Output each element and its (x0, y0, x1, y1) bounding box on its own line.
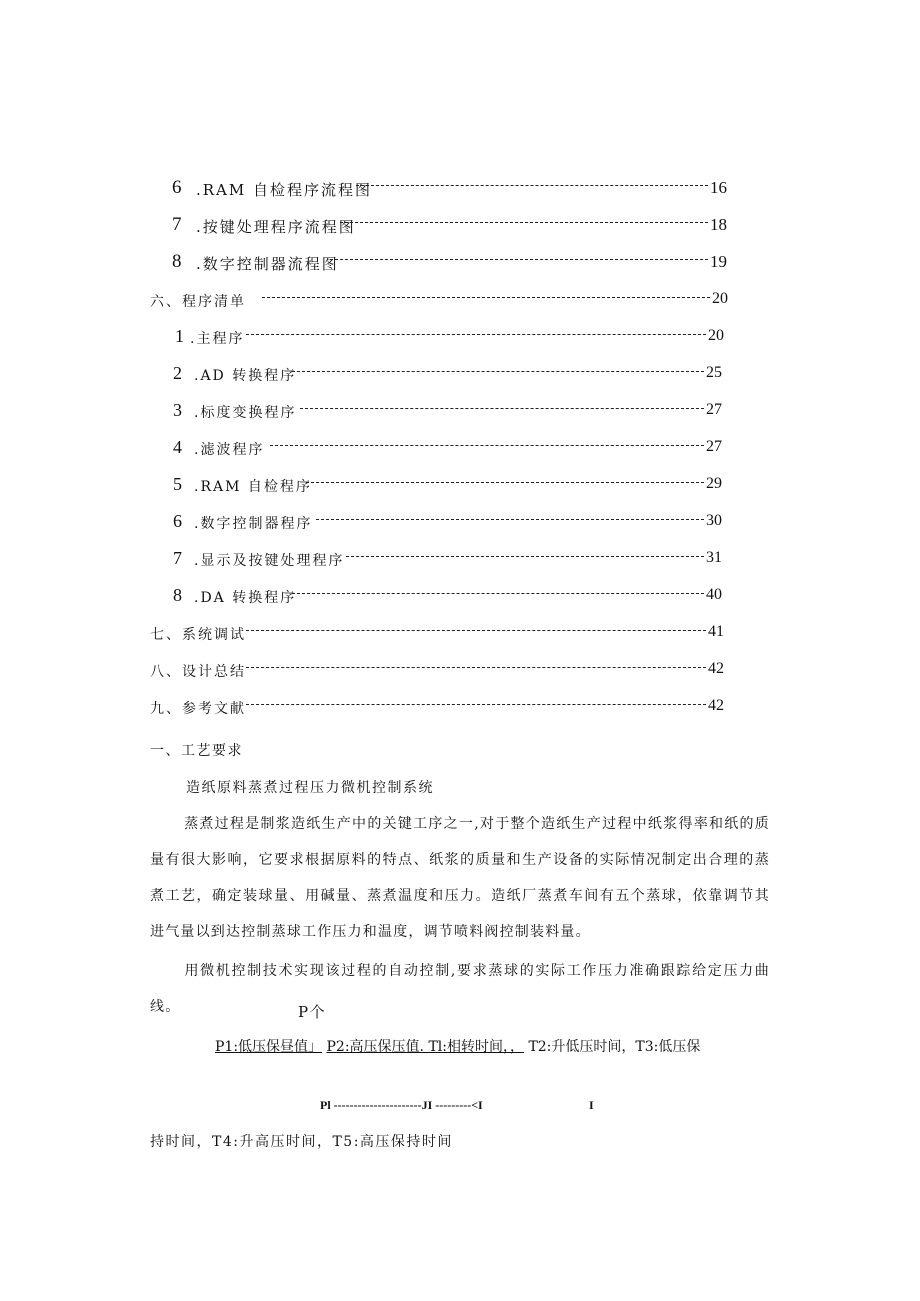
toc-entry-title: .数字控制器程序 (194, 516, 313, 532)
toc-entry-title: 九、参考文献 (150, 701, 246, 717)
toc-entry-title: .显示及按键处理程序 (194, 553, 345, 569)
toc-entry (0, 175, 920, 201)
toc-entry (0, 657, 920, 683)
toc-leader-dots (270, 445, 704, 446)
toc-entry-number: 6 (172, 177, 182, 198)
toc-entry-page: 25 (706, 364, 722, 381)
legend-p2: P2:高压保压值. Tl:相转时间，， (326, 1039, 524, 1055)
toc-entry-title: 七、系统调试 (150, 627, 246, 643)
last-line: 持时间，T4:升高压时间，T5:高压保持时间 (150, 1134, 453, 1150)
paragraph-text: 用微机控制技术实现该过程的自动控制,要求蒸球的实际工作压力准确跟踪给定压力曲线。 (150, 963, 770, 1015)
toc-entry-page: 19 (710, 252, 727, 271)
legend-t2: T2:升低压时间，T3:低压保 (528, 1039, 701, 1055)
toc-entry-page: 42 (708, 697, 724, 714)
toc-entry-number: 4 (173, 437, 182, 457)
toc-entry-title: .AD 转换程序 (194, 368, 297, 384)
toc-leader-dots (246, 630, 706, 631)
toc-entry-title: .标度变换程序 (194, 405, 297, 421)
toc-entry (0, 212, 920, 238)
toc-entry-number: 6 (173, 511, 182, 531)
paragraph (150, 953, 770, 1025)
toc-entry (0, 620, 920, 646)
toc-leader-dots (262, 297, 710, 298)
toc-entry (0, 361, 920, 387)
toc-entry-title: .主程序 (190, 331, 245, 347)
toc-entry (0, 509, 920, 535)
toc-entry (0, 398, 920, 424)
toc-entry-number: 2 (173, 363, 182, 383)
legend-line (215, 1036, 700, 1056)
toc-entry-page: 27 (706, 401, 722, 418)
toc-leader-dots (292, 593, 704, 594)
toc-entry-number: 8 (172, 251, 182, 272)
toc-entry-number: 3 (173, 400, 182, 420)
toc-leader-dots (356, 185, 708, 186)
toc-leader-dots (246, 667, 706, 668)
toc-leader-dots (330, 259, 708, 260)
toc-entry-number: 1 (175, 326, 184, 346)
p-axis-label: P个 (298, 1003, 327, 1021)
toc-entry-title: .滤波程序 (194, 442, 265, 458)
toc-leader-dots (316, 519, 704, 520)
toc-entry-page: 29 (706, 475, 722, 492)
toc-entry-title: .按键处理程序流程图 (196, 218, 356, 236)
toc-entry-page: 42 (708, 660, 724, 677)
toc-entry (0, 287, 920, 313)
toc-entry-page: 41 (708, 623, 724, 640)
subtitle: 造纸原料蒸煮过程压力微机控制系统 (186, 780, 434, 796)
toc-leader-dots (246, 334, 706, 335)
toc-entry-number: 5 (173, 474, 182, 494)
toc-entry-page: 20 (712, 290, 728, 307)
toc-leader-dots (300, 408, 704, 409)
toc-entry-number: 7 (173, 548, 182, 568)
toc-leader-dots (346, 556, 704, 557)
toc-entry (0, 435, 920, 461)
toc-entry-number: 8 (173, 585, 182, 605)
toc-entry-page: 18 (710, 215, 727, 234)
toc-entry (0, 249, 920, 275)
paragraph (150, 806, 770, 950)
legend-p1: P1:低压保昼值」 (215, 1039, 323, 1055)
toc-entry (0, 324, 920, 350)
toc-entry-page: 20 (708, 327, 724, 344)
curve-label: I (589, 1098, 594, 1112)
toc-leader-dots (306, 482, 704, 483)
curve-label: Pl ----------------------JI ---------<I (320, 1098, 483, 1112)
toc-entry-page: 16 (710, 178, 727, 197)
toc-entry (0, 694, 920, 720)
toc-entry-page: 31 (706, 549, 722, 566)
toc-entry (0, 472, 920, 498)
toc-entry-title: .DA 转换程序 (194, 590, 297, 606)
paragraph-text: 蒸煮过程是制浆造纸生产中的关键工序之一,对于整个造纸生产过程中纸浆得率和纸的质量有很大影响，它要求根据原料的特点、纸浆的质量和生产设备的实际情况制定出合理的蒸煮工艺，确定装球量、用碱量、蒸煮温度和压力。造纸厂蒸煮车间有五个蒸球，依靠调节其进气量以到达控制蒸球工作压力和温度，调节喷料阀控制装料量。 (150, 816, 770, 940)
toc-entry-title: 八、设计总结 (150, 664, 246, 680)
toc-entry (0, 546, 920, 572)
toc-entry-page: 30 (706, 512, 722, 529)
toc-entry-title: .RAM 自检程序 (194, 479, 312, 495)
toc-entry-page: 40 (706, 586, 722, 603)
toc-entry (0, 583, 920, 609)
toc-entry-page: 27 (706, 438, 722, 455)
toc-leader-dots (292, 371, 704, 372)
toc-entry-title: 六、程序清单 (150, 294, 246, 310)
toc-entry-title: .数字控制器流程图 (196, 255, 339, 273)
toc-entry-number: 7 (172, 214, 182, 235)
toc-leader-dots (246, 704, 706, 705)
toc-leader-dots (340, 222, 708, 223)
section-heading: 一、工艺要求 (150, 743, 243, 759)
toc-entry-title: .RAM 自检程序流程图 (196, 181, 373, 199)
